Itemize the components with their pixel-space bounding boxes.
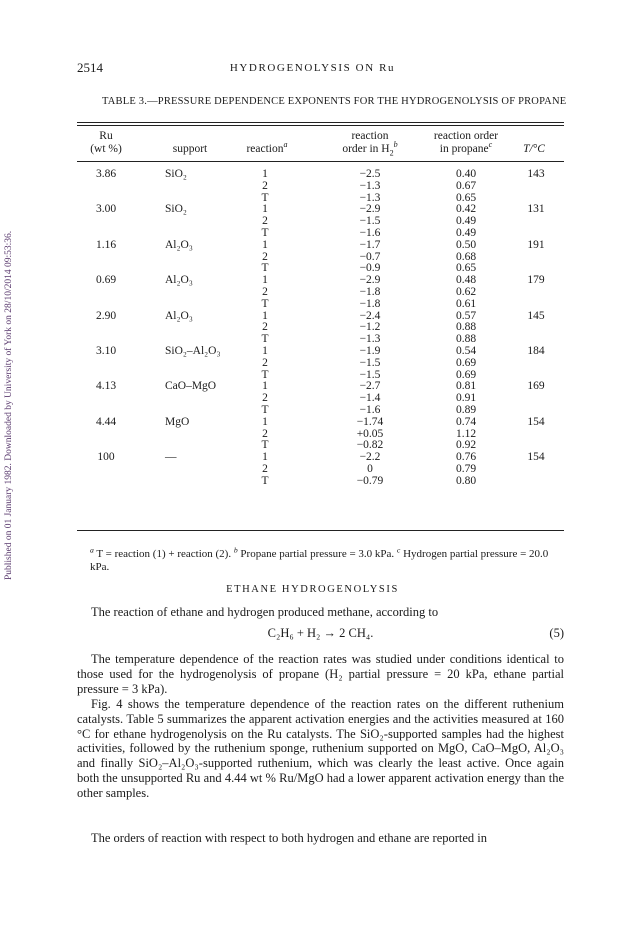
footnote-b: Propane partial pressure = 3.0 kPa.: [237, 548, 397, 560]
paragraph-3: The orders of reaction with respect to both hydrogen and ethane are reported in: [91, 831, 488, 845]
cell-order-propane: 0.79: [455, 463, 477, 475]
cell-support: —: [165, 451, 177, 464]
cell-order-h2: −1.3: [359, 191, 381, 204]
cell-order-propane: 0.61: [455, 297, 477, 310]
cell-order-propane: 0.62: [455, 286, 477, 298]
cell-reaction: 1: [262, 238, 268, 251]
cell-order-h2: −1.5: [359, 368, 381, 381]
cell-order-propane: 0.57: [455, 309, 477, 322]
intro-sentence: The reaction of ethane and hydrogen produced methane, according to: [91, 605, 439, 619]
equation-number: (5): [549, 626, 564, 640]
header-temperature: T/°C: [523, 143, 545, 155]
header-order-propane-text: in propane: [439, 143, 489, 155]
cell-order-propane: 0.49: [455, 227, 477, 239]
header-order-h2-text: order in H: [342, 143, 390, 155]
cell-reaction: 2: [262, 286, 268, 298]
footnote-b-mark: b: [233, 545, 238, 555]
footnote-a: T = reaction (1) + reaction (2).: [93, 548, 234, 560]
cell-ru-wt: 3.00: [95, 203, 117, 216]
cell-order-h2: −1.2: [359, 321, 381, 334]
cell-reaction: T: [261, 227, 269, 239]
cell-reaction: T: [261, 297, 269, 310]
cell-reaction: 1: [262, 451, 268, 464]
cell-ru-wt: 0.69: [95, 274, 117, 287]
table-bottom-rule: [77, 530, 564, 531]
cell-order-h2: −2.5: [359, 168, 381, 180]
cell-order-h2: −0.79: [356, 474, 384, 487]
section-heading: ETHANE HYDROGENOLYSIS: [226, 584, 399, 595]
cell-order-propane: 0.48: [455, 274, 477, 287]
header-order-propane-line2: [416, 140, 516, 156]
header-order-h2-mark: b: [393, 140, 398, 150]
cell-order-h2: −1.8: [359, 286, 381, 298]
download-notice: [4, 160, 16, 580]
paragraph-1: The temperature dependence of the reaction rates was studied under conditions identical to those used for the hydrogenolysis of propane (H₂ partial pressure = 20 kPa, ethane partial pressure = 3 kPa).: [77, 652, 564, 696]
cell-ru-wt: 4.13: [95, 380, 117, 393]
footnote-c: Hydrogen partial pressure = 20.0 kPa.: [90, 548, 549, 573]
cell-reaction: T: [261, 191, 269, 204]
cell-reaction: T: [261, 368, 269, 381]
cell-ru-wt: 3.86: [95, 168, 117, 180]
page-number: 2514: [77, 60, 103, 75]
header-bottom-rule: [77, 161, 564, 162]
cell-order-propane: 0.50: [455, 238, 477, 251]
cell-order-propane: 0.69: [455, 356, 477, 369]
header-order-h2-line1: reaction: [351, 130, 389, 142]
footnote-a-mark: a: [90, 545, 94, 555]
cell-order-h2: −1.8: [359, 297, 381, 310]
cell-temperature: 191: [527, 238, 545, 251]
cell-support: SiO₂: [165, 203, 187, 216]
cell-order-propane: 0.88: [455, 333, 477, 346]
cell-order-h2: −1.5: [359, 356, 381, 369]
cell-order-h2: −0.7: [359, 250, 381, 263]
cell-reaction: T: [261, 439, 269, 452]
header-reaction-label: reaction: [246, 143, 284, 155]
cell-order-h2: −0.9: [359, 262, 381, 275]
cell-reaction: T: [261, 262, 269, 275]
cell-reaction: 2: [262, 463, 268, 475]
cell-order-h2: −1.9: [359, 345, 381, 357]
cell-reaction: T: [261, 333, 269, 346]
header-order-h2-sub: 2: [389, 148, 394, 158]
header-reaction: [232, 140, 302, 156]
cell-reaction: 1: [262, 274, 268, 287]
cell-order-propane: 0.54: [455, 345, 477, 357]
cell-order-h2: −2.2: [359, 451, 381, 464]
cell-reaction: 1: [262, 415, 268, 428]
cell-ru-wt: 4.44: [95, 415, 117, 428]
cell-support: CaO–MgO: [165, 380, 217, 393]
cell-ru-wt: 1.16: [95, 238, 117, 251]
cell-order-propane: 0.80: [455, 474, 477, 487]
cell-order-propane: 0.65: [455, 191, 477, 204]
cell-order-h2: −1.6: [359, 227, 381, 239]
cell-order-h2: −2.9: [359, 274, 381, 287]
cell-order-propane: 0.92: [455, 439, 477, 452]
cell-order-propane: 0.89: [455, 404, 477, 416]
cell-order-propane: 0.69: [455, 368, 477, 381]
cell-support: Al₂O₃: [165, 274, 193, 287]
cell-order-h2: −1.74: [356, 415, 384, 428]
cell-reaction: 1: [262, 345, 268, 357]
cell-temperature: 145: [527, 309, 545, 322]
header-ru-line1: Ru: [99, 130, 113, 142]
cell-order-propane: 0.81: [455, 380, 477, 393]
cell-order-h2: −1.7: [359, 238, 381, 251]
cell-temperature: 131: [527, 203, 545, 216]
cell-temperature: 143: [527, 168, 545, 180]
cell-order-propane: 0.42: [455, 203, 477, 216]
cell-ru-wt: 100: [97, 451, 115, 464]
cell-order-propane: 0.40: [455, 168, 477, 180]
equation-formula: C₂H₆ + H₂ → 2 CH₄.: [267, 626, 374, 640]
cell-order-propane: 0.49: [455, 215, 477, 228]
cell-order-h2: −2.7: [359, 380, 381, 393]
table-footnotes: [90, 545, 558, 574]
cell-order-propane: 0.68: [455, 250, 477, 263]
header-ru: [86, 130, 126, 156]
cell-order-h2: −1.6: [359, 404, 381, 416]
cell-support: SiO₂: [165, 168, 187, 180]
cell-reaction: 2: [262, 356, 268, 369]
cell-support: Al₂O₃: [165, 238, 193, 251]
cell-reaction: 1: [262, 203, 268, 216]
cell-reaction: 2: [262, 250, 268, 263]
running-head: HYDROGENOLYSIS ON Ru: [229, 62, 396, 74]
cell-reaction: 1: [262, 309, 268, 322]
cell-order-propane: 0.76: [455, 451, 477, 464]
cell-reaction: 2: [262, 392, 268, 405]
header-reaction-mark: a: [283, 140, 288, 150]
cell-reaction: 2: [262, 427, 268, 440]
header-ru-line2: (wt %): [90, 143, 122, 155]
cell-temperature: 154: [527, 451, 545, 464]
cell-temperature: 179: [527, 274, 545, 287]
cell-order-propane: 0.65: [455, 262, 477, 275]
cell-order-propane: 0.91: [455, 392, 477, 405]
cell-order-h2: −2.4: [359, 309, 381, 322]
cell-temperature: 169: [527, 380, 545, 393]
download-notice-text: Published on 01 January 1982. Downloaded by University of York on 28/10/2014 09:53:36.: [4, 230, 14, 580]
cell-temperature: 154: [527, 415, 545, 428]
cell-order-h2: +0.05: [356, 427, 384, 440]
cell-order-h2: −2.9: [359, 203, 381, 216]
equation-5: [77, 626, 564, 642]
cell-temperature: 184: [527, 345, 545, 357]
table-top-rule: [77, 122, 564, 126]
footnote-c-mark: c: [396, 545, 401, 555]
cell-order-h2: −1.3: [359, 179, 381, 192]
header-order-propane-mark: c: [488, 140, 493, 150]
paragraph-2: Fig. 4 shows the temperature dependence of the reaction rates on the different ruthenium catalysts. Table 5 summarizes the apparent activation energies and the activities measured at 160 °C for ethane hydrogenolysis on the Ru catalysts. The SiO₂-supported samples had the highest activities, followed by the ruthenium sponge, ruthenium supported on MgO, CaO–MgO, Al₂O₃ and finally SiO₂–Al₂O₃-supported ruthenium, which was clearly the least active. Once again both the unsupported Ru and 4.44 wt % Ru/MgO had a lower apparent activation energy than the other samples.: [77, 697, 564, 800]
header-order-h2-line2: [320, 140, 420, 158]
cell-reaction: 2: [262, 321, 268, 334]
cell-ru-wt: 2.90: [95, 309, 117, 322]
cell-ru-wt: 3.10: [95, 345, 117, 357]
cell-support: Al₂O₃: [165, 309, 193, 322]
cell-support: SiO₂–Al₂O₃: [165, 345, 221, 357]
cell-order-propane: 0.74: [455, 415, 477, 428]
cell-order-propane: 1.12: [455, 427, 477, 440]
cell-reaction: 2: [262, 179, 268, 192]
cell-reaction: 2: [262, 215, 268, 228]
cell-order-h2: 0: [367, 463, 373, 475]
cell-order-propane: 0.67: [455, 179, 477, 192]
cell-order-h2: −0.82: [356, 439, 384, 452]
cell-order-propane: 0.88: [455, 321, 477, 334]
cell-reaction: T: [261, 474, 269, 487]
header-order-propane: [416, 130, 516, 156]
cell-order-h2: −1.4: [359, 392, 381, 405]
cell-order-h2: −1.3: [359, 333, 381, 346]
header-support: support: [172, 143, 208, 155]
cell-order-h2: −1.5: [359, 215, 381, 228]
cell-support: MgO: [165, 415, 190, 428]
header-order-propane-line1: reaction order: [433, 130, 499, 142]
cell-reaction: T: [261, 404, 269, 416]
cell-reaction: 1: [262, 168, 268, 180]
header-order-h2: [320, 130, 420, 156]
cell-reaction: 1: [262, 380, 268, 393]
table-caption: TABLE 3.—PRESSURE DEPENDENCE EXPONENTS FOR THE HYDROGENOLYSIS OF PROPANE: [102, 96, 567, 107]
